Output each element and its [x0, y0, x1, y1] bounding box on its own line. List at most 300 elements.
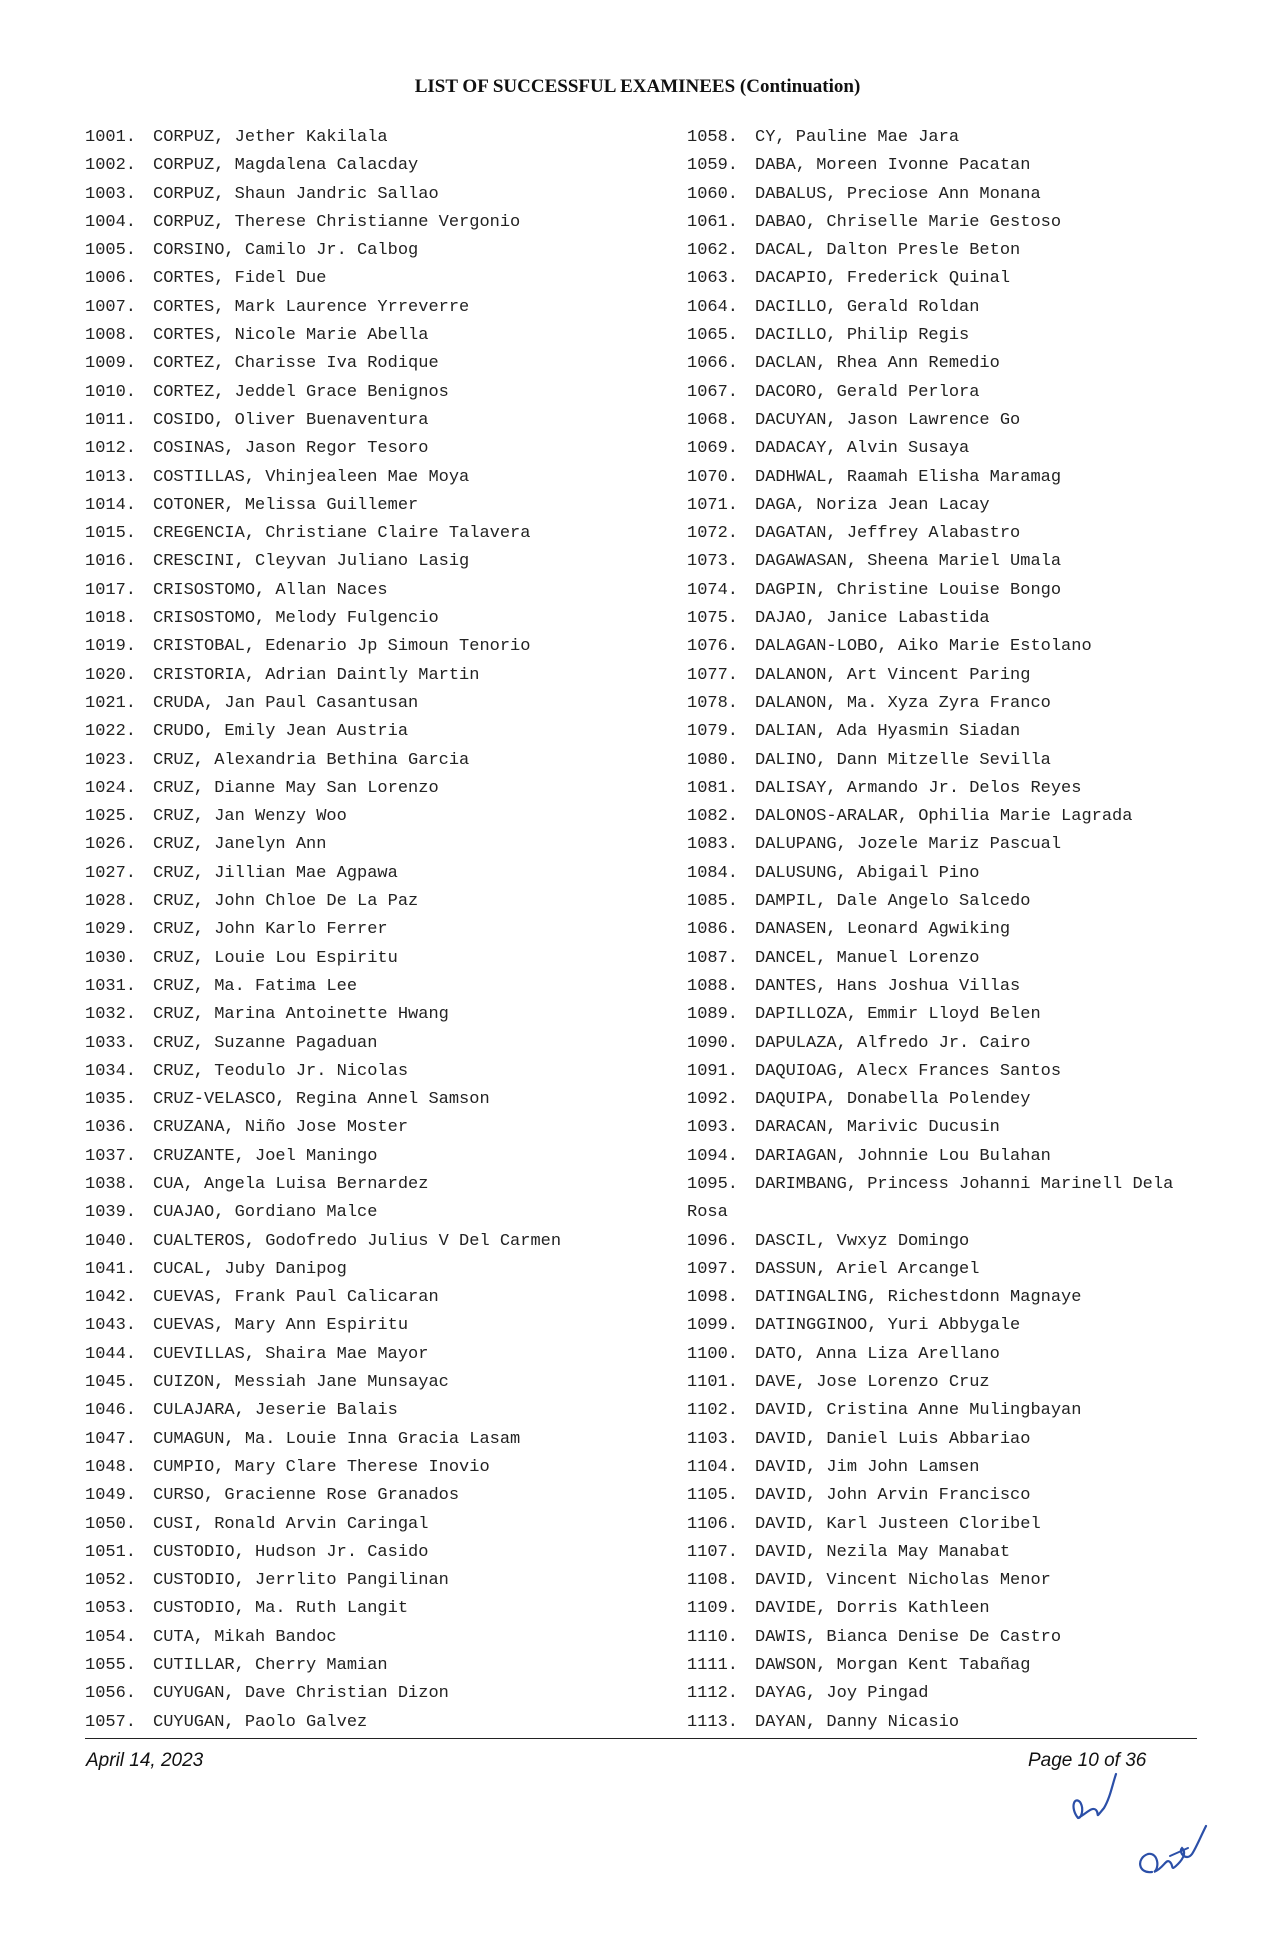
entry-number: 1012. [85, 439, 137, 459]
list-item [687, 1426, 1227, 1454]
list-item [85, 1256, 665, 1284]
examinee-name: CUA, Angela Luisa Bernardez [153, 1174, 429, 1194]
entry-number: 1042. [85, 1288, 137, 1308]
list-item [687, 1058, 1227, 1086]
list-item [687, 718, 1227, 746]
entry-number: 1026. [85, 835, 137, 855]
signature-initial-1 [1060, 1768, 1130, 1838]
list-item [687, 1397, 1227, 1425]
list-item [687, 1652, 1227, 1680]
entry-number: 1036. [85, 1118, 137, 1138]
entry-number: 1083. [687, 835, 739, 855]
entry-number: 1082. [687, 807, 739, 827]
examinee-name: DALUSUNG, Abigail Pino [755, 863, 980, 883]
list-item [687, 1595, 1227, 1623]
entry-number: 1041. [85, 1259, 137, 1279]
list-item [687, 1680, 1227, 1708]
list-item [85, 237, 665, 265]
list-item [85, 690, 665, 718]
examinee-name: CUYUGAN, Dave Christian Dizon [153, 1684, 449, 1704]
list-item [85, 464, 665, 492]
list-item [85, 1680, 665, 1708]
list-item [85, 379, 665, 407]
list-item [85, 1397, 665, 1425]
examinee-name: DAVID, Daniel Luis Abbariao [755, 1429, 1031, 1449]
entry-number: 1004. [85, 212, 137, 232]
list-item [687, 577, 1227, 605]
examinee-name: CRUZ, Janelyn Ann [153, 835, 327, 855]
list-item [85, 577, 665, 605]
list-item [687, 1143, 1227, 1171]
list-item [687, 803, 1227, 831]
entry-number: 1068. [687, 410, 739, 430]
entry-number: 1018. [85, 609, 137, 629]
entry-number: 1035. [85, 1090, 137, 1110]
examinee-name: CUSI, Ronald Arvin Caringal [153, 1514, 429, 1534]
examinee-name: CUTILLAR, Cherry Mamian [153, 1656, 388, 1676]
examinee-name: CORTES, Nicole Marie Abella [153, 326, 429, 346]
list-item [687, 1030, 1227, 1058]
entry-number: 1075. [687, 609, 739, 629]
entry-number: 1005. [85, 241, 137, 261]
list-item [85, 1482, 665, 1510]
entry-number: 1090. [687, 1033, 739, 1053]
examinee-name: DARIMBANG, Princess Johanni Marinell Dela [755, 1174, 1174, 1194]
list-item [687, 181, 1227, 209]
examinee-name: COSINAS, Jason Regor Tesoro [153, 439, 429, 459]
list-item [85, 831, 665, 859]
examinee-name: CRUZ, Marina Antoinette Hwang [153, 1005, 449, 1025]
examinee-name: DALANON, Art Vincent Paring [755, 665, 1031, 685]
entry-number: 1017. [85, 580, 137, 600]
list-item [687, 747, 1227, 775]
list-item [85, 1171, 665, 1199]
entry-number: 1008. [85, 326, 137, 346]
list-item [687, 1171, 1227, 1228]
entry-number: 1050. [85, 1514, 137, 1534]
list-item [85, 1228, 665, 1256]
entry-number: 1076. [687, 637, 739, 657]
examinee-name: DAVID, Nezila May Manabat [755, 1542, 1011, 1562]
examinee-name: DABA, Moreen Ivonne Pacatan [755, 156, 1031, 176]
entry-number: 1097. [687, 1259, 739, 1279]
examinee-name: CRUZ, John Karlo Ferrer [153, 920, 388, 940]
entry-number: 1055. [85, 1656, 137, 1676]
entry-number: 1048. [85, 1457, 137, 1477]
examinee-name: COSIDO, Oliver Buenaventura [153, 410, 429, 430]
entry-number: 1106. [687, 1514, 739, 1534]
list-item [687, 1624, 1227, 1652]
list-item [85, 407, 665, 435]
entry-number: 1092. [687, 1090, 739, 1110]
entry-number: 1028. [85, 892, 137, 912]
list-item [85, 747, 665, 775]
entry-number: 1091. [687, 1061, 739, 1081]
entry-number: 1089. [687, 1005, 739, 1025]
list-item [85, 1369, 665, 1397]
list-item [687, 1256, 1227, 1284]
entry-number: 1101. [687, 1373, 739, 1393]
examinee-name: CRUZ, John Chloe De La Paz [153, 892, 419, 912]
examinee-name: DAPULAZA, Alfredo Jr. Cairo [755, 1033, 1031, 1053]
list-item [85, 520, 665, 548]
list-item [85, 860, 665, 888]
examinee-name: DALANON, Ma. Xyza Zyra Franco [755, 693, 1051, 713]
examinee-name: CRUZ, Suzanne Pagaduan [153, 1033, 378, 1053]
list-item [687, 350, 1227, 378]
list-item [85, 1312, 665, 1340]
examinee-name: DAVIDE, Dorris Kathleen [755, 1599, 990, 1619]
list-item [687, 407, 1227, 435]
examinee-name: DABALUS, Preciose Ann Monana [755, 184, 1041, 204]
entry-number: 1031. [85, 976, 137, 996]
examinee-name: DACLAN, Rhea Ann Remedio [755, 354, 1000, 374]
entry-number: 1037. [85, 1146, 137, 1166]
footer-page-number: Page 10 of 36 [1028, 1750, 1147, 1771]
examinee-name: DACORO, Gerald Perlora [755, 382, 980, 402]
list-item [85, 1426, 665, 1454]
entry-number: 1081. [687, 778, 739, 798]
entry-number: 1053. [85, 1599, 137, 1619]
list-item [687, 1369, 1227, 1397]
examinee-name: DATO, Anna Liza Arellano [755, 1344, 1000, 1364]
entry-number: 1013. [85, 467, 137, 487]
examinee-name-continuation: Rosa [687, 1203, 728, 1223]
examinee-name: CRUZ, Jillian Mae Agpawa [153, 863, 398, 883]
list-item [85, 1058, 665, 1086]
entry-number: 1027. [85, 863, 137, 883]
examinee-name: COTONER, Melissa Guillemer [153, 495, 419, 515]
list-item [85, 775, 665, 803]
list-item [85, 945, 665, 973]
entry-number: 1078. [687, 693, 739, 713]
list-item [85, 1652, 665, 1680]
examinee-name: CRUZ, Louie Lou Espiritu [153, 948, 398, 968]
entry-number: 1024. [85, 778, 137, 798]
examinee-name: CRUDO, Emily Jean Austria [153, 722, 409, 742]
examinee-name: COSTILLAS, Vhinjealeen Mae Moya [153, 467, 470, 487]
examinee-name: CUTA, Mikah Bandoc [153, 1627, 337, 1647]
list-item [687, 1312, 1227, 1340]
list-item [687, 888, 1227, 916]
entry-number: 1049. [85, 1486, 137, 1506]
list-item [687, 1454, 1227, 1482]
list-item [687, 1228, 1227, 1256]
list-item [687, 1114, 1227, 1142]
list-item [85, 294, 665, 322]
list-item [687, 1086, 1227, 1114]
entry-number: 1014. [85, 495, 137, 515]
page-title: LIST OF SUCCESSFUL EXAMINEES (Continuation) [414, 76, 861, 97]
examinee-name: DAJAO, Janice Labastida [755, 609, 990, 629]
entry-number: 1025. [85, 807, 137, 827]
entry-number: 1093. [687, 1118, 739, 1138]
list-item [687, 464, 1227, 492]
footer-date: April 14, 2023 [86, 1750, 204, 1771]
entry-number: 1040. [85, 1231, 137, 1251]
examinee-name: CORTEZ, Charisse Iva Rodique [153, 354, 439, 374]
entry-number: 1010. [85, 382, 137, 402]
examinee-name: DACILLO, Philip Regis [755, 326, 970, 346]
entry-number: 1072. [687, 524, 739, 544]
list-item [687, 973, 1227, 1001]
footer-divider [85, 1738, 1197, 1739]
list-item [85, 973, 665, 1001]
examinee-name: CUSTODIO, Hudson Jr. Casido [153, 1542, 429, 1562]
entry-number: 1085. [687, 892, 739, 912]
entry-number: 1045. [85, 1373, 137, 1393]
examinee-name: DAYAG, Joy Pingad [755, 1684, 929, 1704]
entry-number: 1108. [687, 1571, 739, 1591]
entry-number: 1020. [85, 665, 137, 685]
entry-number: 1043. [85, 1316, 137, 1336]
entry-number: 1080. [687, 750, 739, 770]
examinee-name: CRUZ, Ma. Fatima Lee [153, 976, 358, 996]
entry-number: 1023. [85, 750, 137, 770]
entry-number: 1077. [687, 665, 739, 685]
examinee-name: CREGENCIA, Christiane Claire Talavera [153, 524, 531, 544]
examinee-name: DAVID, Cristina Anne Mulingbayan [755, 1401, 1082, 1421]
examinee-name: CORPUZ, Magdalena Calacday [153, 156, 419, 176]
list-item [85, 548, 665, 576]
list-item [85, 1143, 665, 1171]
examinee-name: CORTEZ, Jeddel Grace Benignos [153, 382, 449, 402]
entry-number: 1051. [85, 1542, 137, 1562]
entry-number: 1104. [687, 1457, 739, 1477]
entry-number: 1096. [687, 1231, 739, 1251]
examinee-name: DAVID, Jim John Lamsen [755, 1457, 980, 1477]
examinee-name: DANTES, Hans Joshua Villas [755, 976, 1021, 996]
entry-number: 1054. [85, 1627, 137, 1647]
list-item [85, 1086, 665, 1114]
examinee-name: DASCIL, Vwxyz Domingo [755, 1231, 970, 1251]
entry-number: 1070. [687, 467, 739, 487]
list-item [687, 916, 1227, 944]
list-item [85, 1624, 665, 1652]
list-item [85, 1341, 665, 1369]
list-item [85, 265, 665, 293]
examinee-name: CORSINO, Camilo Jr. Calbog [153, 241, 419, 261]
examinee-name: DARACAN, Marivic Ducusin [755, 1118, 1000, 1138]
entry-number: 1059. [687, 156, 739, 176]
examinee-name: CRUZ, Jan Wenzy Woo [153, 807, 347, 827]
examinee-name: DANCEL, Manuel Lorenzo [755, 948, 980, 968]
list-item [687, 860, 1227, 888]
list-item [85, 1114, 665, 1142]
entry-number: 1016. [85, 552, 137, 572]
examinee-name: CRUZANTE, Joel Maningo [153, 1146, 378, 1166]
entry-number: 1030. [85, 948, 137, 968]
entry-number: 1011. [85, 410, 137, 430]
list-item [85, 1001, 665, 1029]
entry-number: 1002. [85, 156, 137, 176]
examinee-name: DALUPANG, Jozele Mariz Pascual [755, 835, 1062, 855]
list-item [85, 1199, 665, 1227]
list-item [85, 1567, 665, 1595]
examinee-name: DACAL, Dalton Presle Beton [755, 241, 1021, 261]
entry-number: 1088. [687, 976, 739, 996]
list-item [687, 1482, 1227, 1510]
entry-number: 1111. [687, 1656, 739, 1676]
examinee-name: DACUYAN, Jason Lawrence Go [755, 410, 1021, 430]
entry-number: 1109. [687, 1599, 739, 1619]
list-item [85, 322, 665, 350]
examinee-name: DALONOS-ARALAR, Ophilia Marie Lagrada [755, 807, 1133, 827]
left-column-list [85, 124, 665, 1737]
entry-number: 1112. [687, 1684, 739, 1704]
examinee-name: DACAPIO, Frederick Quinal [755, 269, 1011, 289]
list-item [85, 633, 665, 661]
examinee-name: CRUZ-VELASCO, Regina Annel Samson [153, 1090, 490, 1110]
entry-number: 1044. [85, 1344, 137, 1364]
list-item [85, 435, 665, 463]
right-column-list [687, 124, 1227, 1737]
list-item [687, 265, 1227, 293]
examinee-name: CUSTODIO, Ma. Ruth Langit [153, 1599, 409, 1619]
entry-number: 1102. [687, 1401, 739, 1421]
list-item [85, 124, 665, 152]
entry-number: 1110. [687, 1627, 739, 1647]
list-item [85, 1539, 665, 1567]
list-item [687, 690, 1227, 718]
entry-number: 1047. [85, 1429, 137, 1449]
entry-number: 1084. [687, 863, 739, 883]
entry-number: 1052. [85, 1571, 137, 1591]
entry-number: 1100. [687, 1344, 739, 1364]
examinee-name: DAGA, Noriza Jean Lacay [755, 495, 990, 515]
list-item [687, 492, 1227, 520]
list-item [687, 124, 1227, 152]
entry-number: 1033. [85, 1033, 137, 1053]
list-item [85, 605, 665, 633]
entry-number: 1006. [85, 269, 137, 289]
examinee-name: CRUZ, Alexandria Bethina Garcia [153, 750, 470, 770]
examinee-name: CUEVILLAS, Shaira Mae Mayor [153, 1344, 429, 1364]
entry-number: 1074. [687, 580, 739, 600]
examinee-name: CRISTORIA, Adrian Daintly Martin [153, 665, 480, 685]
examinee-name: CY, Pauline Mae Jara [755, 128, 960, 147]
list-item [85, 1595, 665, 1623]
examinee-name: CRISOSTOMO, Melody Fulgencio [153, 609, 439, 629]
entry-number: 1003. [85, 184, 137, 204]
entry-number: 1094. [687, 1146, 739, 1166]
list-item [85, 1511, 665, 1539]
list-item [85, 1030, 665, 1058]
list-item [687, 1539, 1227, 1567]
examinee-name: CUYUGAN, Paolo Galvez [153, 1712, 368, 1732]
list-item [687, 152, 1227, 180]
examinee-name: CUCAL, Juby Danipog [153, 1259, 347, 1279]
entry-number: 1009. [85, 354, 137, 374]
entry-number: 1063. [687, 269, 739, 289]
entry-number: 1098. [687, 1288, 739, 1308]
examinee-name: DALIAN, Ada Hyasmin Siadan [755, 722, 1021, 742]
examinee-name: DASSUN, Ariel Arcangel [755, 1259, 980, 1279]
examinee-name: DAWIS, Bianca Denise De Castro [755, 1627, 1062, 1647]
examinee-name: DALINO, Dann Mitzelle Sevilla [755, 750, 1051, 770]
entry-number: 1032. [85, 1005, 137, 1025]
examinee-name: CUIZON, Messiah Jane Munsayac [153, 1373, 449, 1393]
examinee-name: DACILLO, Gerald Roldan [755, 297, 980, 317]
examinee-name: CRISTOBAL, Edenario Jp Simoun Tenorio [153, 637, 531, 657]
examinee-name: CURSO, Gracienne Rose Granados [153, 1486, 460, 1506]
signature-initial-2 [1130, 1818, 1220, 1898]
list-item [687, 775, 1227, 803]
list-item [687, 1709, 1227, 1737]
examinee-name: DARIAGAN, Johnnie Lou Bulahan [755, 1146, 1051, 1166]
list-item [687, 1341, 1227, 1369]
entry-number: 1103. [687, 1429, 739, 1449]
entry-number: 1034. [85, 1061, 137, 1081]
examinee-name: CUEVAS, Mary Ann Espiritu [153, 1316, 409, 1336]
entry-number: 1099. [687, 1316, 739, 1336]
entry-number: 1065. [687, 326, 739, 346]
examinee-name: DAVID, Vincent Nicholas Menor [755, 1571, 1051, 1591]
examinee-name: CULAJARA, Jeserie Balais [153, 1401, 398, 1421]
examinee-name: CORPUZ, Shaun Jandric Sallao [153, 184, 439, 204]
list-item [687, 209, 1227, 237]
list-item [85, 209, 665, 237]
entry-number: 1079. [687, 722, 739, 742]
entry-number: 1001. [85, 128, 137, 147]
examinee-name: DALAGAN-LOBO, Aiko Marie Estolano [755, 637, 1092, 657]
list-item [85, 1454, 665, 1482]
list-item [687, 1284, 1227, 1312]
examinee-name: CORTES, Mark Laurence Yrreverre [153, 297, 470, 317]
list-item [85, 181, 665, 209]
examinee-name: DATINGGINOO, Yuri Abbygale [755, 1316, 1021, 1336]
examinee-name: CUALTEROS, Godofredo Julius V Del Carmen [153, 1231, 562, 1251]
examinee-name: CRUZANA, Niño Jose Moster [153, 1118, 409, 1138]
entry-number: 1064. [687, 297, 739, 317]
examinee-name: DAYAN, Danny Nicasio [755, 1712, 960, 1732]
entry-number: 1039. [85, 1203, 137, 1223]
entry-number: 1057. [85, 1712, 137, 1732]
examinee-name: CRUZ, Dianne May San Lorenzo [153, 778, 439, 798]
examinee-name: CUEVAS, Frank Paul Calicaran [153, 1288, 439, 1308]
list-item [687, 520, 1227, 548]
examinee-name: CRESCINI, Cleyvan Juliano Lasig [153, 552, 470, 572]
examinee-name: DALISAY, Armando Jr. Delos Reyes [755, 778, 1082, 798]
entry-number: 1015. [85, 524, 137, 544]
list-item [85, 152, 665, 180]
list-item [85, 350, 665, 378]
entry-number: 1095. [687, 1174, 739, 1194]
list-item [687, 237, 1227, 265]
list-item [85, 1284, 665, 1312]
entry-number: 1069. [687, 439, 739, 459]
list-item [85, 803, 665, 831]
examinee-name: DAGPIN, Christine Louise Bongo [755, 580, 1062, 600]
list-item [687, 662, 1227, 690]
entry-number: 1038. [85, 1174, 137, 1194]
examinee-name: CRUDA, Jan Paul Casantusan [153, 693, 419, 713]
examinee-name: CUAJAO, Gordiano Malce [153, 1203, 378, 1223]
entry-number: 1087. [687, 948, 739, 968]
examinee-name: DABAO, Chriselle Marie Gestoso [755, 212, 1062, 232]
entry-number: 1021. [85, 693, 137, 713]
list-item [85, 888, 665, 916]
examinee-name: DAWSON, Morgan Kent Tabañag [755, 1656, 1031, 1676]
examinee-name: CUMPIO, Mary Clare Therese Inovio [153, 1457, 490, 1477]
entry-number: 1066. [687, 354, 739, 374]
list-item [687, 831, 1227, 859]
examinee-name: CORPUZ, Jether Kakilala [153, 128, 388, 147]
examinee-name: DAVID, John Arvin Francisco [755, 1486, 1031, 1506]
entry-number: 1086. [687, 920, 739, 940]
list-item [687, 605, 1227, 633]
entry-number: 1062. [687, 241, 739, 261]
